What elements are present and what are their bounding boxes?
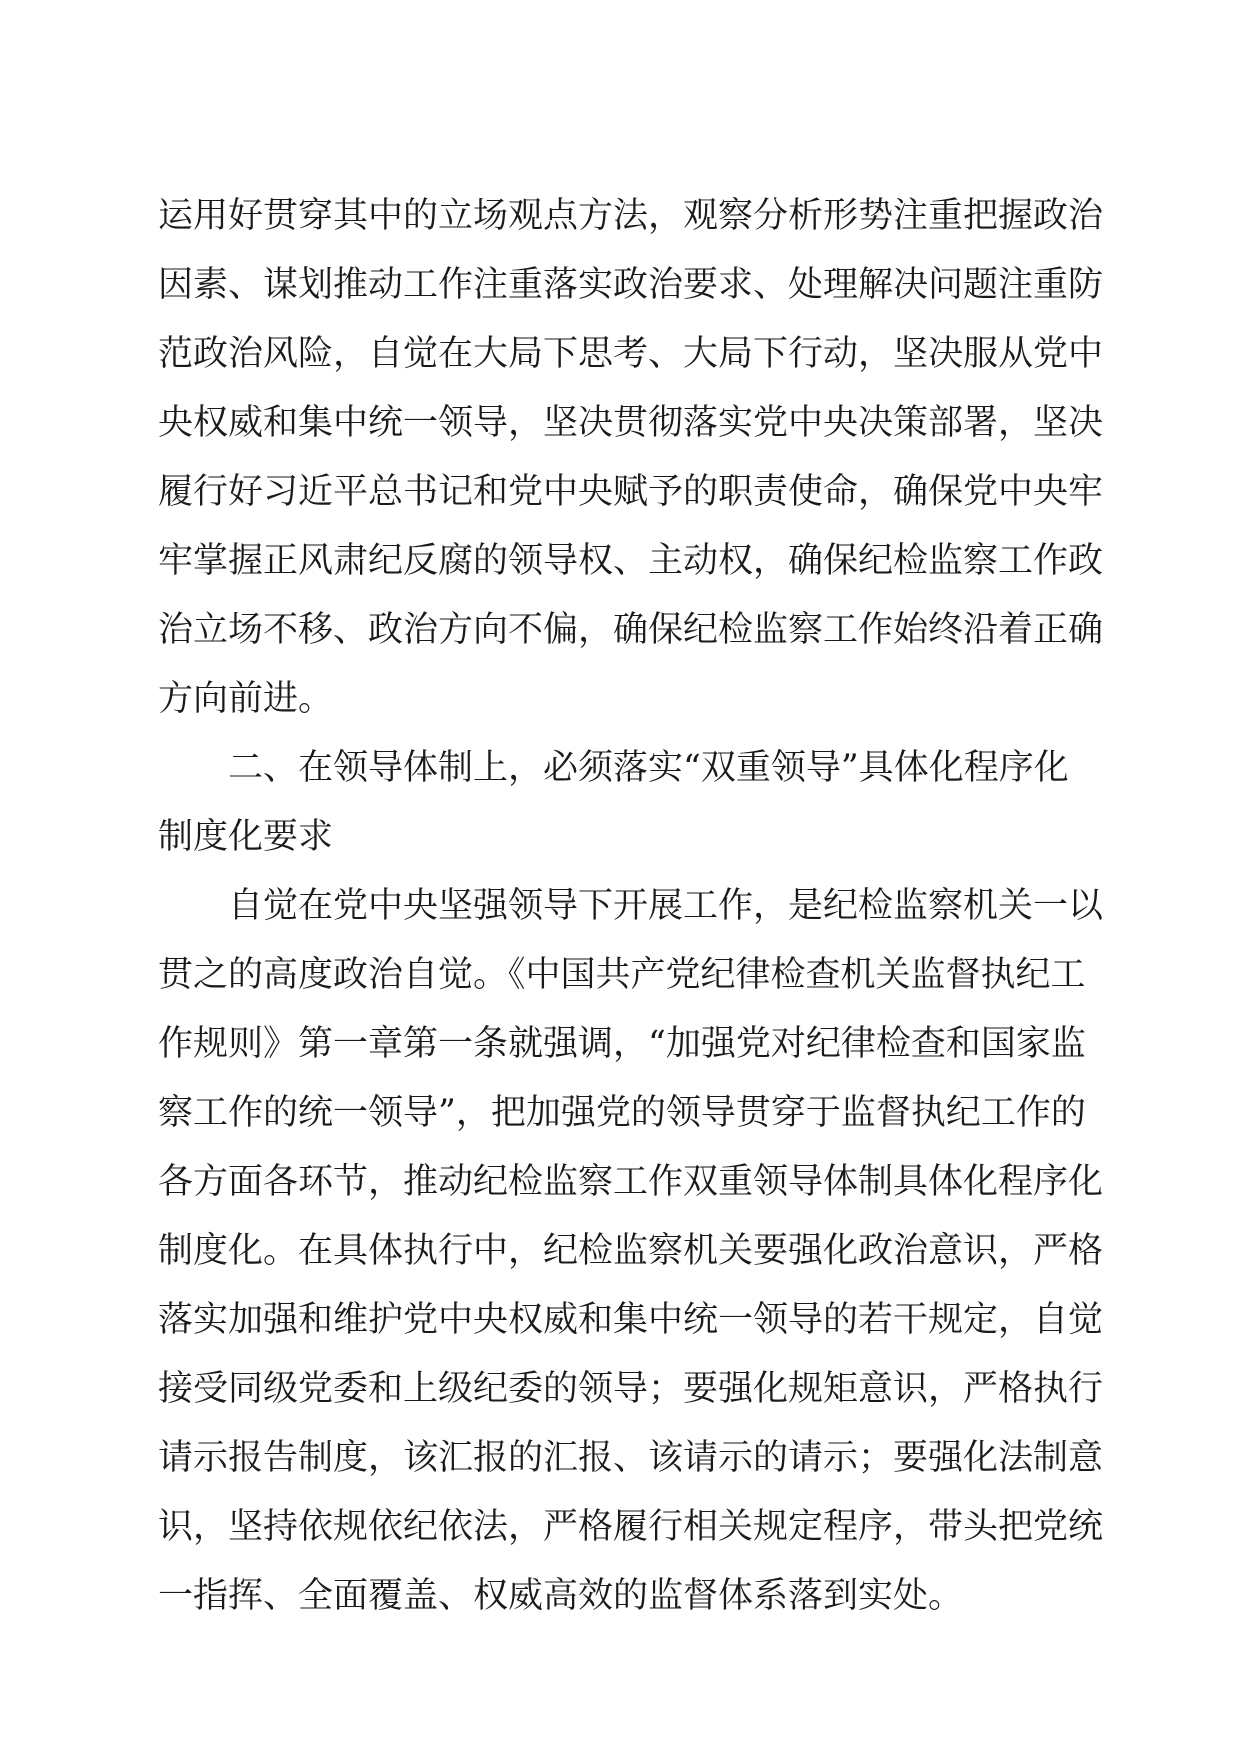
text-line: 贯之的高度政治自觉。《中国共产党纪律检查机关监督执纪工 — [158, 955, 1086, 995]
text-line: 作规则》第一章第一条就强调，“加强党对纪律检查和国家监 — [158, 1024, 1086, 1064]
text-line: 接受同级党委和上级纪委的领导；要强化规矩意识，严格执行 — [158, 1369, 1104, 1409]
text-line: 各方面各环节，推动纪检监察工作双重领导体制具体化程序化 — [158, 1162, 1104, 1202]
document-body — [158, 182, 1104, 1631]
text-line: 运用好贯穿其中的立场观点方法，观察分析形势注重把握政治 — [158, 196, 1104, 236]
paragraph-continuation — [158, 182, 1104, 734]
text-line: 一指挥、全面覆盖、权威高效的监督体系落到实处。 — [158, 1576, 964, 1616]
text-line: 识，坚持依规依纪依法，严格履行相关规定程序，带头把党统 — [158, 1507, 1104, 1547]
text-line: 请示报告制度，该汇报的汇报、该请示的请示；要强化法制意 — [158, 1438, 1104, 1478]
text-line: 自觉在党中央坚强领导下开展工作，是纪检监察机关一以 — [228, 886, 1104, 926]
text-line: 央权威和集中统一领导，坚决贯彻落实党中央决策部署，坚决 — [158, 403, 1104, 443]
text-line: 察工作的统一领导”，把加强党的领导贯穿于监督执纪工作的 — [158, 1093, 1086, 1133]
section-heading — [158, 734, 1069, 872]
text-line: 因素、谋划推动工作注重落实政治要求、处理解决问题注重防 — [158, 265, 1104, 305]
text-line: 牢掌握正风肃纪反腐的领导权、主动权，确保纪检监察工作政 — [158, 541, 1104, 581]
paragraph — [158, 872, 1104, 1631]
heading-line: 二、在领导体制上，必须落实“双重领导”具体化程序化 — [228, 748, 1069, 788]
text-line: 治立场不移、政治方向不偏，确保纪检监察工作始终沿着正确 — [158, 610, 1104, 650]
text-line: 履行好习近平总书记和党中央赋予的职责使命，确保党中央牢 — [158, 472, 1104, 512]
text-line: 制度化。在具体执行中，纪检监察机关要强化政治意识，严格 — [158, 1231, 1104, 1271]
text-line: 方向前进。 — [158, 679, 334, 719]
text-line: 落实加强和维护党中央权威和集中统一领导的若干规定，自觉 — [158, 1300, 1104, 1340]
heading-line: 制度化要求 — [158, 817, 334, 857]
text-line: 范政治风险，自觉在大局下思考、大局下行动，坚决服从党中 — [158, 334, 1104, 374]
